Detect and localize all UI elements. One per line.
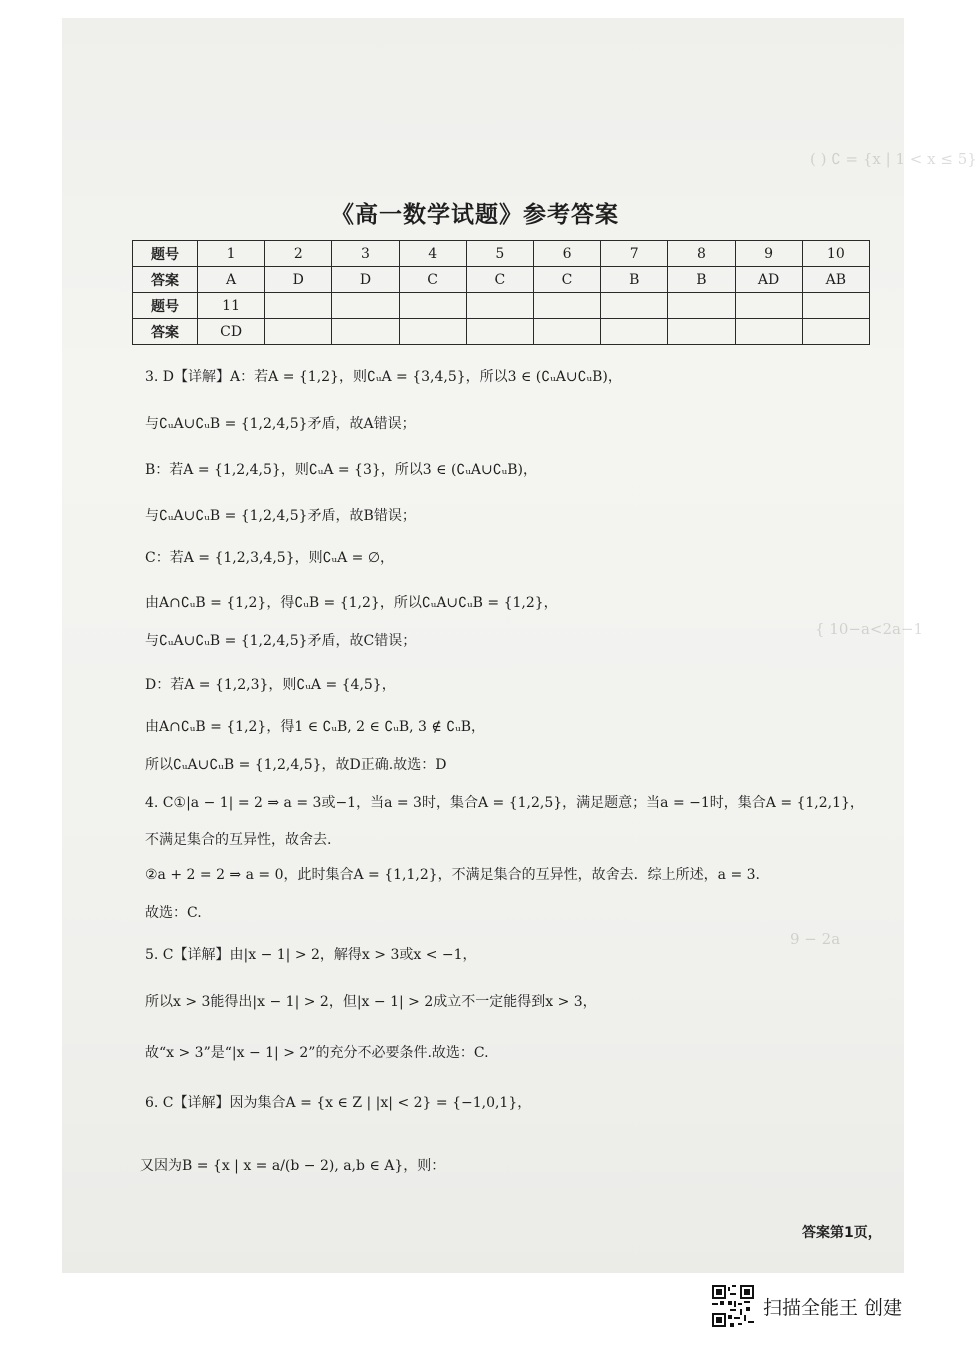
solution-line: D：若A = {1,2,3}，则∁ᵤA = {4,5}，	[145, 677, 396, 693]
table-cell: 2	[265, 241, 332, 267]
solution-line: 4. C①|a − 1| = 2 ⇒ a = 3或−1，当a = 3时，集合A = {1,2,5}，满足题意；当a = −1时，集合A = {1,2,1}，	[145, 795, 864, 811]
table-cell	[668, 293, 735, 319]
table-cell: C	[399, 267, 466, 293]
table-cell: C	[466, 267, 533, 293]
table-cell	[466, 319, 533, 345]
bleed-through-text: ( ) ∁ = {x | 1 < x ≤ 5}	[810, 150, 977, 168]
table-cell: C	[533, 267, 600, 293]
solution-line: 故“x > 3”是“|x − 1| > 2”的充分不必要条件.故选：C.	[145, 1045, 489, 1061]
solution-line: 5. C【详解】由|x − 1| > 2，解得x > 3或x < −1，	[145, 947, 477, 963]
solution-line: 故选：C.	[145, 905, 202, 921]
table-cell: 1	[198, 241, 265, 267]
table-cell: 3	[332, 241, 399, 267]
table-cell	[668, 319, 735, 345]
bleed-through-text: { 10−a<2a−1	[815, 620, 924, 638]
table-cell	[332, 293, 399, 319]
solution-line: 所以x > 3能得出|x − 1| > 2，但|x − 1| > 2成立不一定能得到x > 3，	[145, 994, 597, 1010]
table-cell: 5	[466, 241, 533, 267]
scanner-brand: 扫描全能王 创建	[763, 1297, 903, 1319]
table-cell	[533, 319, 600, 345]
solution-line: 又因为B = {x | x = a/(b − 2), a,b ∈ A}，则：	[140, 1158, 446, 1174]
table-cell	[802, 293, 869, 319]
table-cell: AB	[802, 267, 869, 293]
solution-line: 与∁ᵤA∪∁ᵤB = {1,2,4,5}矛盾，故B错误；	[145, 508, 416, 524]
table-cell: 8	[668, 241, 735, 267]
table-cell	[802, 319, 869, 345]
table-cell	[735, 293, 802, 319]
table-row	[133, 319, 870, 345]
table-cell: B	[668, 267, 735, 293]
table-cell	[332, 319, 399, 345]
table-cell: 10	[802, 241, 869, 267]
row-header: 答案	[133, 319, 198, 345]
table-cell	[265, 293, 332, 319]
page-footer: 答案第1页，	[802, 1225, 882, 1241]
solution-line: 所以∁ᵤA∪∁ᵤB = {1,2,4,5}，故D正确.故选：D	[145, 757, 447, 773]
solution-line: ②a + 2 = 2 ⇒ a = 0，此时集合A = {1,1,2}，不满足集合的互异性，故舍去．综上所述，a = 3.	[145, 867, 761, 883]
row-header: 题号	[133, 293, 198, 319]
table-cell: AD	[735, 267, 802, 293]
table-cell: CD	[198, 319, 265, 345]
table-cell: 7	[601, 241, 668, 267]
solution-line: 6. C【详解】因为集合A = {x ∈ Z | |x| < 2} = {−1,0,1}，	[145, 1095, 532, 1111]
table-row	[133, 293, 870, 319]
page-title: 《高一数学试题》参考答案	[331, 202, 619, 228]
solution-line: 3. D【详解】A：若A = {1,2}，则∁ᵤA = {3,4,5}，所以3 ∈ (∁ᵤA∪∁ᵤB)，	[145, 369, 622, 385]
table-cell: B	[601, 267, 668, 293]
answer-table	[132, 240, 870, 345]
table-cell: 11	[198, 293, 265, 319]
solution-line: C：若A = {1,2,3,4,5}，则∁ᵤA = ∅，	[145, 550, 395, 566]
table-row	[133, 267, 870, 293]
table-cell	[265, 319, 332, 345]
solution-line: 与∁ᵤA∪∁ᵤB = {1,2,4,5}矛盾，故A错误；	[145, 416, 416, 432]
table-cell: D	[332, 267, 399, 293]
table-cell	[735, 319, 802, 345]
solution-line: B：若A = {1,2,4,5}，则∁ᵤA = {3}，所以3 ∈ (∁ᵤA∪∁ᵤB)，	[145, 462, 537, 478]
solution-line: 与∁ᵤA∪∁ᵤB = {1,2,4,5}矛盾，故C错误；	[145, 633, 417, 649]
table-cell	[601, 293, 668, 319]
table-row	[133, 241, 870, 267]
table-cell: A	[198, 267, 265, 293]
solution-line: 由A∩∁ᵤB = {1,2}，得1 ∈ ∁ᵤB, 2 ∈ ∁ᵤB, 3 ∉ ∁ᵤB，	[145, 719, 485, 735]
table-cell	[399, 319, 466, 345]
table-cell: 9	[735, 241, 802, 267]
table-cell: D	[265, 267, 332, 293]
table-cell	[601, 319, 668, 345]
row-header: 题号	[133, 241, 198, 267]
row-header: 答案	[133, 267, 198, 293]
table-cell	[533, 293, 600, 319]
bleed-through-text: 9 − 2a	[790, 930, 841, 948]
qr-code-icon	[712, 1285, 754, 1327]
solution-line: 由A∩∁ᵤB = {1,2}，得∁ᵤB = {1,2}，所以∁ᵤA∪∁ᵤB = {1,2}，	[145, 595, 558, 611]
solution-line: 不满足集合的互异性，故舍去.	[145, 832, 332, 848]
table-cell: 6	[533, 241, 600, 267]
table-cell: 4	[399, 241, 466, 267]
table-cell	[399, 293, 466, 319]
table-cell	[466, 293, 533, 319]
